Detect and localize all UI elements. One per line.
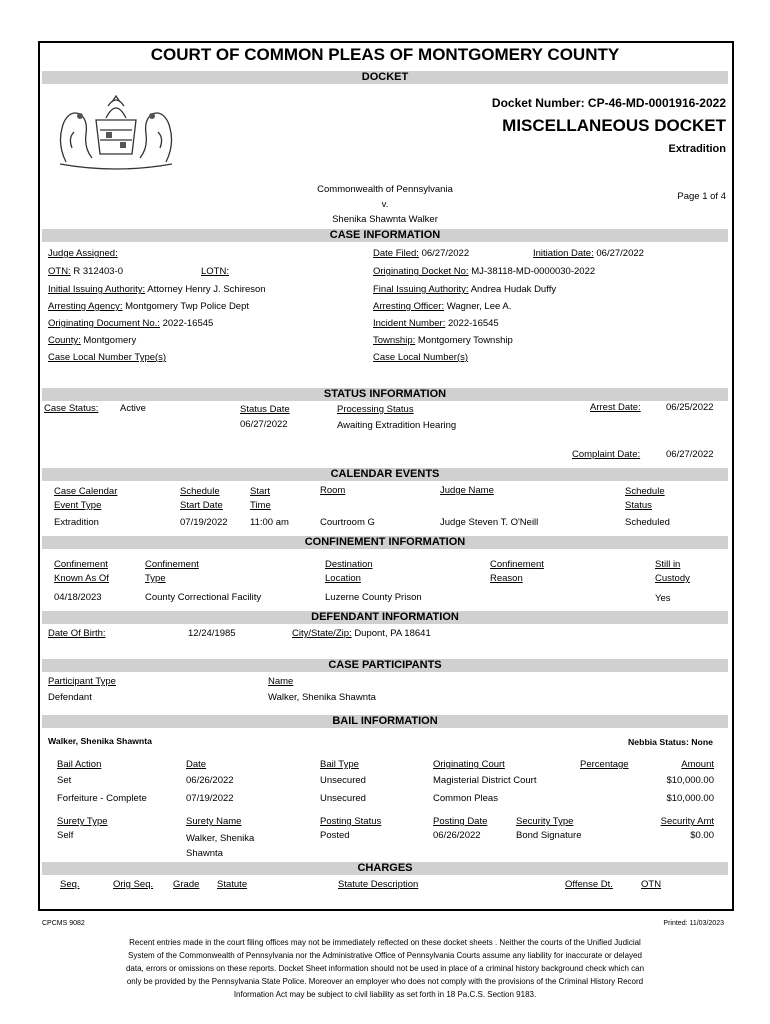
conf-custody: Yes	[655, 593, 671, 604]
cal-header-event-type	[54, 485, 117, 513]
cal-h1b: Event Type	[54, 500, 102, 511]
date-filed-label: Date Filed:	[373, 248, 419, 259]
caption-plaintiff: Commonwealth of Pennsylvania	[317, 184, 453, 195]
surety-h-type: Surety Type	[57, 816, 108, 827]
initial-issuing-authority	[48, 284, 266, 296]
cal-h2a: Schedule	[180, 486, 220, 497]
case-local-number-label: Case Local Number(s)	[373, 352, 469, 363]
case-caption	[285, 182, 485, 227]
county	[48, 335, 136, 347]
judge-assigned-label: Judge Assigned:	[48, 248, 118, 259]
orig-docket-label: Originating Docket No:	[373, 266, 469, 277]
charges-h-otn: OTN	[641, 879, 662, 890]
date-filed-value: 06/27/2022	[421, 248, 470, 259]
bail-row-amount: $10,000.00	[666, 793, 714, 804]
csz-label: City/State/Zip:	[292, 628, 352, 639]
date-filed	[373, 248, 469, 260]
cal-event-type: Extradition	[54, 517, 99, 528]
final-auth-label: Final Issuing Authority:	[373, 284, 469, 295]
surety-h-name: Surety Name	[186, 816, 242, 827]
surety-posting-date: 06/26/2022	[433, 830, 481, 841]
case-status-label: Case Status:	[44, 403, 99, 414]
case-status-value: Active	[120, 403, 146, 414]
confinement-information-bar: CONFINEMENT INFORMATION	[42, 536, 728, 549]
conf-h2b: Type	[145, 573, 166, 584]
surety-security-amt: $0.00	[690, 830, 714, 841]
bail-row-court: Common Pleas	[433, 793, 498, 804]
incident-value: 2022-16545	[447, 318, 499, 329]
cal-h6a: Schedule	[625, 486, 665, 497]
dob-value: 12/24/1985	[188, 628, 236, 639]
cal-h3a: Start	[250, 486, 271, 497]
initiation-date	[533, 248, 644, 260]
arresting-agency	[48, 301, 249, 313]
arresting-agency-label: Arresting Agency:	[48, 301, 123, 312]
cal-header-start-date	[180, 485, 223, 513]
township-value: Montgomery Township	[417, 335, 513, 346]
surety-name-line2: Shawnta	[186, 848, 223, 859]
arresting-officer-label: Arresting Officer:	[373, 301, 445, 312]
charges-h-statute: Statute	[217, 879, 248, 890]
cal-h1a: Case Calendar	[54, 486, 118, 497]
nebbia-status: Nebbia Status: None	[628, 737, 713, 747]
arresting-officer-value: Wagner, Lee A.	[446, 301, 512, 312]
docket-type: MISCELLANEOUS DOCKET	[502, 116, 726, 135]
cal-header-judge: Judge Name	[440, 485, 494, 496]
surety-name	[186, 831, 254, 861]
bail-h-action: Bail Action	[57, 759, 102, 770]
incident-label: Incident Number:	[373, 318, 446, 329]
surety-h-posting: Posting Status	[320, 816, 382, 827]
cal-start-date: 07/19/2022	[180, 517, 228, 528]
arresting-officer	[373, 301, 511, 313]
conf-h2a: Confinement	[145, 559, 199, 570]
initiation-value: 06/27/2022	[596, 248, 644, 259]
form-number: CPCMS 9082	[42, 920, 85, 927]
bail-information-bar: BAIL INFORMATION	[42, 715, 728, 728]
bail-person: Walker, Shenika Shawnta	[48, 736, 152, 746]
conf-header-reason	[490, 558, 544, 586]
court-title: COURT OF COMMON PLEAS OF MONTGOMERY COUNTY	[150, 45, 620, 64]
initial-auth-label: Initial Issuing Authority:	[48, 284, 146, 295]
cal-start-time: 11:00 am	[250, 517, 289, 528]
cal-header-start-time	[250, 485, 271, 513]
originating-docket	[373, 266, 595, 278]
surety-security-type: Bond Signature	[516, 830, 582, 841]
caption-defendant: Shenika Shawnta Walker	[332, 214, 438, 225]
case-participants-bar: CASE PARTICIPANTS	[42, 659, 728, 672]
otn-value: R 312403-0	[73, 266, 123, 277]
orig-doc-label: Originating Document No.:	[48, 318, 160, 329]
participant-name: Walker, Shenika Shawnta	[268, 692, 376, 703]
docket-subtype: Extradition	[668, 143, 726, 155]
conf-h3b: Location	[325, 573, 361, 584]
status-information-bar: STATUS INFORMATION	[42, 388, 728, 401]
city-state-zip	[292, 628, 431, 640]
bail-row-action: Forfeiture - Complete	[57, 793, 147, 804]
incident-number	[373, 318, 499, 330]
surety-h-security-amt: Security Amt	[660, 816, 714, 827]
conf-h3a: Destination	[325, 559, 373, 570]
arrest-date-value: 06/25/2022	[666, 402, 714, 413]
originating-document	[48, 318, 213, 330]
disclaimer-line: Recent entries made in the court filing offices may not be immediately reflected on these docket sheets . Neither the courts of the Unified Judicial	[129, 938, 641, 947]
complaint-date-label: Complaint Date:	[572, 449, 641, 460]
participant-type-label: Participant Type	[48, 676, 116, 687]
surety-posting-status: Posted	[320, 830, 350, 841]
conf-header-location	[325, 558, 373, 586]
case-information-bar: CASE INFORMATION	[42, 229, 728, 242]
bail-h-amount: Amount	[681, 759, 714, 770]
docket-bar: DOCKET	[42, 71, 728, 84]
bail-row-amount: $10,000.00	[666, 775, 714, 786]
otn-label: OTN:	[48, 266, 71, 277]
bail-h-date: Date	[186, 759, 207, 770]
cal-room: Courtroom G	[320, 517, 375, 528]
conf-h1a: Confinement	[54, 559, 108, 570]
case-local-number-type-label: Case Local Number Type(s)	[48, 352, 167, 363]
cal-h3b: Time	[250, 500, 271, 511]
bail-h-percentage: Percentage	[580, 759, 629, 770]
conf-h5b: Custody	[655, 573, 690, 584]
dob-label: Date Of Birth:	[48, 628, 106, 639]
final-auth-value: Andrea Hudak Duffy	[470, 284, 557, 295]
participant-type: Defendant	[48, 692, 92, 703]
otn	[48, 266, 123, 278]
conf-h5a: Still in	[655, 559, 681, 570]
county-label: County:	[48, 335, 81, 346]
conf-header-type	[145, 558, 199, 586]
charges-h-orig-seq: Orig Seq.	[113, 879, 154, 890]
disclaimer-line: data, errors or omissions on these reports. Docket Sheet information should not be used in place of a criminal history background check which can	[125, 964, 645, 973]
cal-header-room: Room	[320, 485, 346, 496]
bail-h-type: Bail Type	[320, 759, 359, 770]
surety-h-posting-date: Posting Date	[433, 816, 488, 827]
cal-h6b: Status	[625, 500, 652, 511]
cal-h2b: Start Date	[180, 500, 223, 511]
csz-value: Dupont, PA 18641	[354, 628, 431, 639]
bail-h-court: Originating Court	[433, 759, 505, 770]
bail-row-type: Unsecured	[320, 793, 366, 804]
conf-h1b: Known As Of	[54, 573, 109, 584]
arrest-date-label: Arrest Date:	[590, 402, 641, 413]
surety-name-line1: Walker, Shenika	[186, 833, 255, 844]
printed-date: Printed: 11/03/2023	[663, 920, 724, 927]
township-label: Township:	[373, 335, 416, 346]
surety-type: Self	[57, 830, 74, 841]
charges-bar: CHARGES	[42, 862, 728, 875]
conf-location: Luzerne County Prison	[325, 592, 422, 603]
conf-known-as-of: 04/18/2023	[54, 592, 102, 603]
docket-number: Docket Number: CP-46-MD-0001916-2022	[491, 96, 726, 110]
status-date-label: Status Date	[240, 404, 290, 415]
conf-header-known-as-of	[54, 558, 109, 586]
cal-judge: Judge Steven T. O'Neill	[440, 517, 539, 528]
bail-row-date: 06/26/2022	[186, 775, 234, 786]
orig-docket-value: MJ-38118-MD-0000030-2022	[471, 266, 596, 277]
charges-h-description: Statute Description	[338, 879, 419, 890]
bail-row-court: Magisterial District Court	[433, 775, 537, 786]
processing-status-value: Awaiting Extradition Hearing	[337, 420, 457, 431]
initial-auth-value: Attorney Henry J. Schireson	[147, 284, 266, 295]
cal-header-status	[625, 485, 665, 513]
bail-row-action: Set	[57, 775, 72, 786]
charges-h-seq: Seq.	[60, 879, 80, 890]
disclaimer-line: System of the Commonwealth of Pennsylvania nor the Administrative Office of Pennsylvania Courts assume any liability for inaccurate or delayed	[128, 951, 642, 960]
processing-status-label: Processing Status	[337, 404, 414, 415]
lotn-label: LOTN:	[201, 266, 229, 277]
bail-row-date: 07/19/2022	[186, 793, 234, 804]
participant-name-label: Name	[268, 676, 294, 687]
conf-header-custody	[655, 558, 690, 586]
bail-row-type: Unsecured	[320, 775, 366, 786]
county-value: Montgomery	[83, 335, 137, 346]
conf-h4a: Confinement	[490, 559, 544, 570]
orig-doc-value: 2022-16545	[162, 318, 214, 329]
initiation-label: Initiation Date:	[533, 248, 594, 259]
charges-h-offense-date: Offense Dt.	[565, 879, 613, 890]
defendant-information-bar: DEFENDANT INFORMATION	[42, 611, 728, 624]
disclaimer	[80, 936, 690, 1001]
caption-versus: v.	[381, 199, 389, 210]
arresting-agency-value: Montgomery Twp Police Dept	[125, 301, 250, 312]
calendar-events-bar: CALENDAR EVENTS	[42, 468, 728, 481]
township	[373, 335, 513, 347]
conf-h4b: Reason	[490, 573, 523, 584]
final-issuing-authority	[373, 284, 556, 296]
disclaimer-line: only be provided by the Pennsylvania State Police. Moreover an employer who does not comply with the provisions of the Criminal History Record	[126, 977, 644, 986]
pennsylvania-seal-icon	[46, 92, 186, 170]
conf-type: County Correctional Facility	[145, 592, 262, 603]
status-date-value: 06/27/2022	[240, 419, 288, 430]
page-number: Page 1 of 4	[677, 191, 726, 202]
surety-h-security-type: Security Type	[516, 816, 574, 827]
disclaimer-line: Information Act may be subject to civil liability as set forth in 18 Pa.C.S. Section 9183.	[233, 990, 537, 999]
cal-status: Scheduled	[625, 517, 670, 528]
complaint-date-value: 06/27/2022	[666, 449, 714, 460]
charges-h-grade: Grade	[173, 879, 200, 890]
